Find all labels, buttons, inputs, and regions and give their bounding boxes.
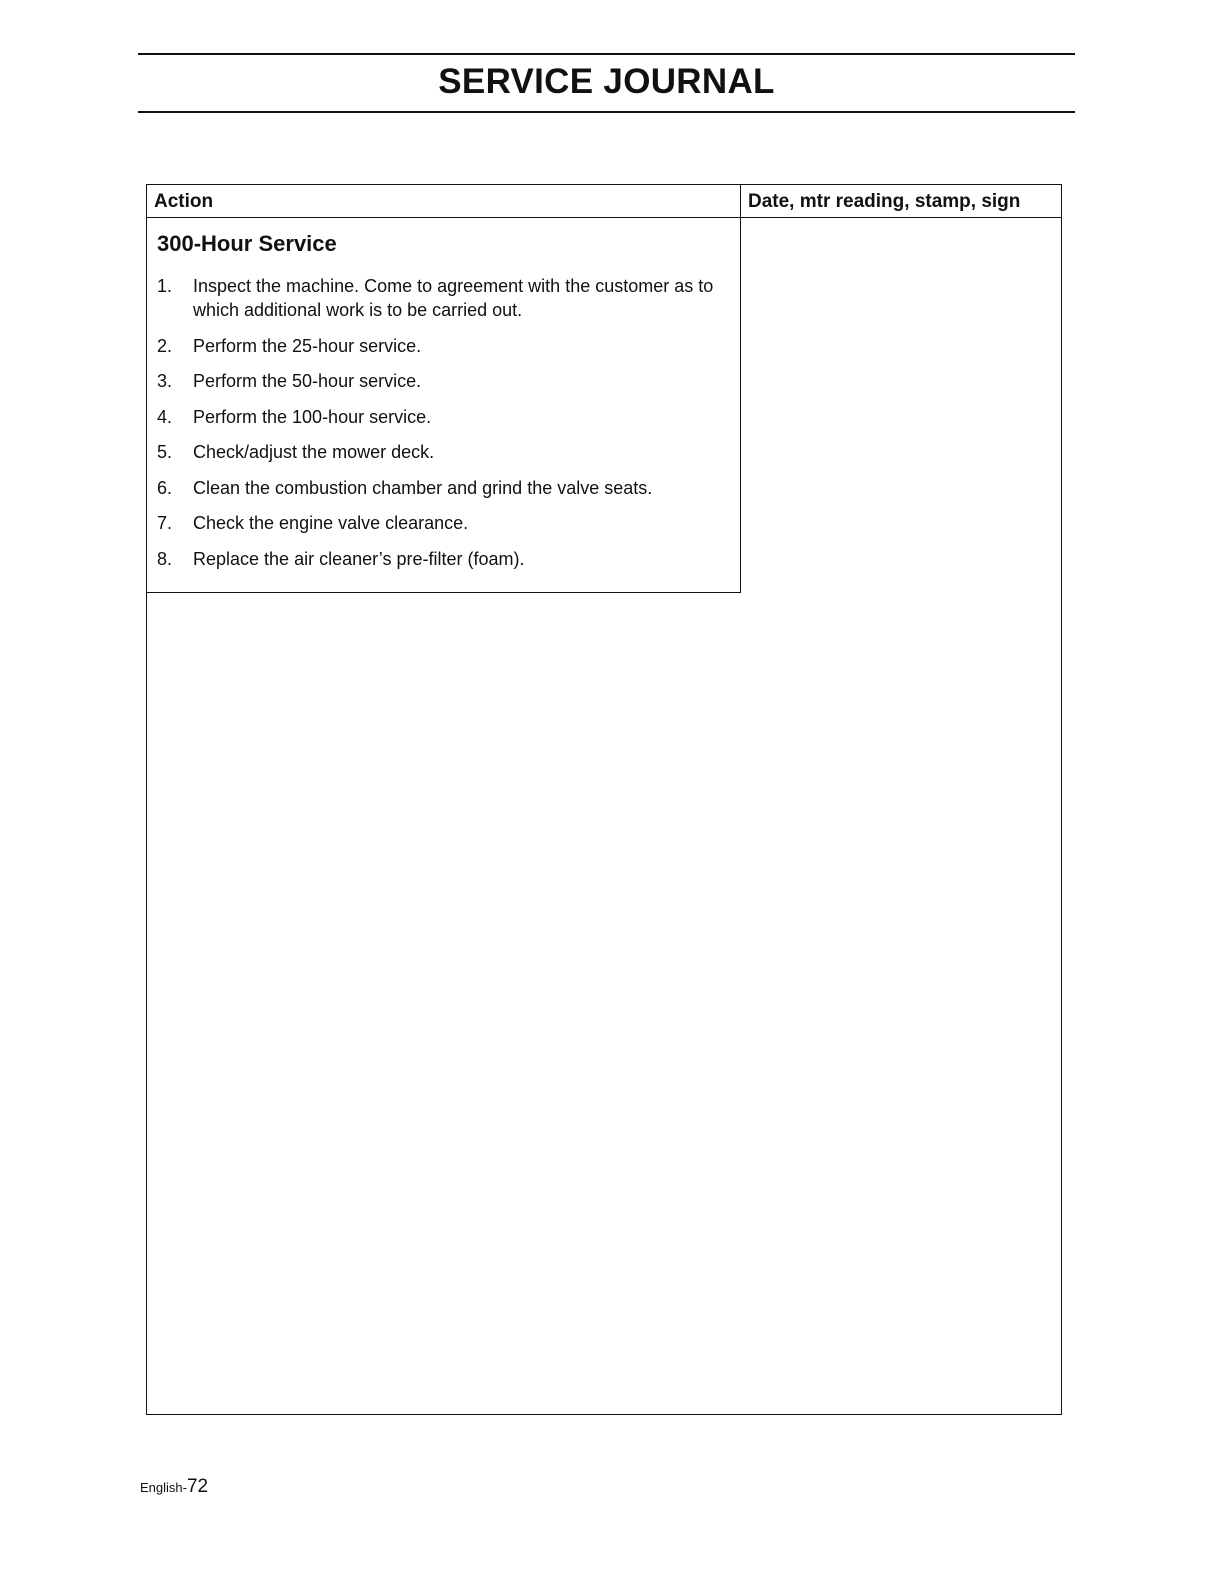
step-number: 3. bbox=[157, 371, 173, 391]
column-header-date-signature: Date, mtr reading, stamp, sign bbox=[740, 185, 1062, 218]
service-journal-table bbox=[146, 184, 1062, 1415]
step-text: Check/adjust the mower deck. bbox=[193, 442, 435, 462]
list-item bbox=[157, 547, 732, 571]
page-footer bbox=[140, 1476, 208, 1498]
header-top-rule bbox=[138, 53, 1075, 55]
column-header-action: Action bbox=[147, 185, 740, 218]
service-steps-list bbox=[157, 274, 732, 582]
list-item bbox=[157, 369, 732, 393]
step-number: 7. bbox=[157, 513, 173, 533]
list-item bbox=[157, 476, 732, 500]
step-text: Replace the air cleaner’s pre-filter (foam). bbox=[193, 548, 525, 569]
header-bottom-rule bbox=[138, 111, 1075, 113]
page-number: 72 bbox=[186, 1476, 209, 1497]
step-text: Perform the 100-hour service. bbox=[193, 406, 432, 427]
step-text: Perform the 25-hour service. bbox=[193, 335, 422, 356]
step-text: Inspect the machine. Come to agreement with the customer as to which additional work is to be carried out. bbox=[193, 276, 714, 320]
step-text: Clean the combustion chamber and grind the valve seats. bbox=[193, 477, 653, 498]
page-title: SERVICE JOURNAL bbox=[438, 62, 775, 101]
list-item bbox=[157, 274, 732, 322]
step-number: 6. bbox=[157, 477, 173, 498]
step-number: 2. bbox=[157, 335, 173, 356]
action-cell bbox=[147, 218, 741, 593]
footer-language: English- bbox=[140, 1480, 187, 1495]
list-item bbox=[157, 440, 732, 464]
section-title: 300-Hour Service bbox=[157, 231, 337, 256]
list-item bbox=[157, 405, 732, 429]
step-number: 5. bbox=[157, 442, 173, 462]
step-number: 4. bbox=[157, 406, 173, 427]
step-text: Perform the 50-hour service. bbox=[193, 371, 422, 391]
step-number: 1. bbox=[157, 276, 173, 296]
step-text: Check the engine valve clearance. bbox=[193, 513, 469, 533]
step-number: 8. bbox=[157, 548, 173, 569]
list-item bbox=[157, 511, 732, 535]
list-item bbox=[157, 334, 732, 358]
